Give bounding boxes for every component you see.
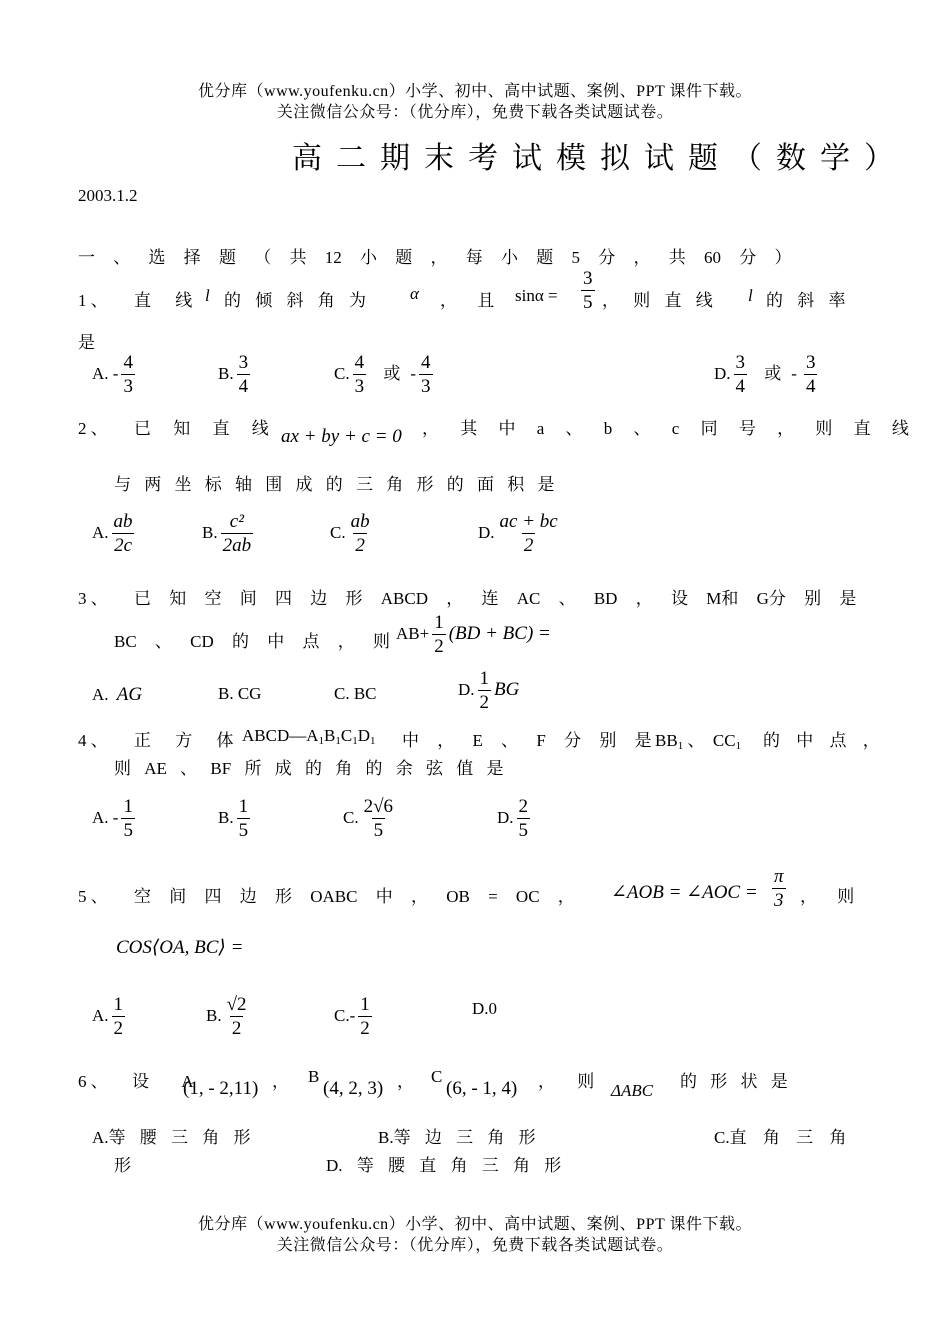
q5-number: 5 、 xyxy=(78,887,108,906)
q5-b-frac: $\frac{√2}{2}$ xyxy=(226,994,247,1039)
q1-alpha: α xyxy=(410,284,419,303)
q2-text-b: ， 其 中 a 、 b 、 c 同 号 ， 则 直 线 xyxy=(422,419,909,438)
q3-option-b: B. CG xyxy=(218,684,262,703)
q2-c-label: C. xyxy=(330,522,346,542)
q1-text-c: ， 且 xyxy=(440,291,495,310)
q3-option-a xyxy=(92,684,142,706)
q2-option-d xyxy=(478,511,563,557)
q1-a-label: A. - xyxy=(92,363,119,383)
q2-option-c xyxy=(330,511,375,557)
q4-points: $BB_1$ 、 $CC_1$ xyxy=(655,731,742,752)
section-heading: 一 、 选 择 题 （ 共 12 小 题 ， 每 小 题 5 分 ， 共 60 分 ） xyxy=(78,248,792,267)
q1-c-label: C. xyxy=(334,363,350,383)
q1-c-frac: $\frac{4}{3}$ xyxy=(354,352,365,397)
q2-a-frac: $\frac{ab}{2c}$ xyxy=(113,511,133,556)
q3-d-frac: $\frac{1}{2}$ xyxy=(479,668,490,713)
q1-d-frac: $\frac{3}{4}$ xyxy=(735,352,746,397)
q2-d-label: D. xyxy=(478,522,495,542)
q5-a-frac: $\frac{1}{2}$ xyxy=(113,994,124,1039)
q1-option-b xyxy=(218,352,253,398)
q2-a-label: A. xyxy=(92,522,109,542)
q6-option-d: D. 等 腰 直 角 三 角 形 xyxy=(326,1156,562,1175)
q4-c-label: C. xyxy=(343,807,359,827)
q6-sep-1: ， xyxy=(272,1072,289,1091)
q1-d-or: 或 xyxy=(764,363,782,383)
q6-option-b: B.等 边 三 角 形 xyxy=(378,1128,536,1147)
q5-option-a xyxy=(92,994,128,1040)
q6-number: 6 、 xyxy=(78,1072,108,1091)
q6-point-b: (4, 2, 3) xyxy=(323,1078,384,1099)
page-title: 高二期末考试模拟试题（数学） xyxy=(292,142,908,175)
q4-d-label: D. xyxy=(497,807,514,827)
q6-triangle: ΔABC xyxy=(611,1081,654,1100)
q4-option-a xyxy=(92,796,138,842)
q4-option-b xyxy=(218,796,253,842)
q5-c-neg: - xyxy=(349,1005,356,1025)
q6-point-c: (6, - 1, 4) xyxy=(446,1078,518,1099)
q4-d-frac: $\frac{2}{5}$ xyxy=(518,796,529,841)
q5-c-frac: $\frac{1}{2}$ xyxy=(360,994,370,1039)
q5-fraction: $\frac{\pi}{3}$ xyxy=(774,866,784,911)
q6-c-label: C xyxy=(431,1067,443,1086)
q1-c-or: 或 xyxy=(383,363,401,383)
q5-text-a: 空 间 四 边 形 OABC 中 ， OB = OC ， xyxy=(134,887,575,906)
q2-c-frac: $\frac{ab}{2}$ xyxy=(350,511,370,556)
q5-option-d: D.0 xyxy=(472,999,498,1018)
q3-expr-a: AB+ xyxy=(396,623,430,643)
q1-number: 1 、 xyxy=(78,291,108,310)
q5-a-label: A. xyxy=(92,1005,109,1025)
q3-a-label: A. xyxy=(92,685,109,704)
q4-text-b: 中 ， E 、 F 分 别 是 xyxy=(402,731,652,750)
q1-fraction xyxy=(581,268,595,314)
q4-option-d xyxy=(497,796,533,842)
q3-expr-b: (BD + BC) = xyxy=(448,622,551,644)
q6-point-a: (1, - 2,11) xyxy=(183,1078,259,1099)
q6-option-c-cont: 形 xyxy=(114,1156,131,1175)
q1-option-c xyxy=(334,352,436,398)
q1-frac-den: 5 xyxy=(583,291,593,313)
q3-text-a: 已 知 空 间 四 边 形 ABCD ， 连 AC 、 BD ， 设 M和 G分 别 是 xyxy=(134,589,857,608)
q4-c-frac: $\frac{2√6}{5}$ xyxy=(363,796,394,841)
q5-c-label: C. xyxy=(334,1005,350,1025)
q2-text-c: 与 两 坐 标 轴 围 成 的 三 角 形 的 面 积 是 xyxy=(114,475,555,494)
q1-option-a xyxy=(92,352,138,398)
q1-d-neg: - xyxy=(791,363,797,383)
exam-date: 2003.1.2 xyxy=(78,186,138,205)
q6-b-label: B xyxy=(308,1067,320,1086)
footer-line-2: 关注微信公众号：（优分库），免费下载各类试题试卷。 xyxy=(276,1237,674,1254)
q1-d-frac-2: $\frac{3}{4}$ xyxy=(805,352,816,397)
q1-b-label: B. xyxy=(218,363,234,383)
q4-text-d: 则 AE 、 BF 所 成 的 角 的 余 弦 值 是 xyxy=(114,759,504,778)
q4-a-frac: $\frac{1}{5}$ xyxy=(123,796,133,841)
q3-frac: $\frac{1}{2}$ xyxy=(434,612,444,657)
q4-b-frac: $\frac{1}{5}$ xyxy=(238,796,249,841)
q2-option-b xyxy=(202,511,256,557)
q4-cube-name: $ABCD—A_1B_1C_1D_1$ xyxy=(242,726,376,747)
q3-option-c: C. BC xyxy=(334,684,377,703)
q4-option-c xyxy=(343,796,398,842)
q5-option-c xyxy=(334,994,375,1040)
q3-expression xyxy=(396,612,551,658)
q1-d-label: D. xyxy=(714,363,731,383)
q1-text-f: 是 xyxy=(78,333,95,352)
q3-d-value: BG xyxy=(494,678,520,700)
q4-a-neg: - xyxy=(112,807,119,827)
q2-text-a: 已 知 直 线 xyxy=(134,419,278,438)
q3-text-b: BC 、 CD 的 中 点 ， 则 xyxy=(114,632,391,651)
q2-option-a xyxy=(92,511,138,557)
q6-text-c: 的 形 状 是 xyxy=(680,1072,788,1091)
q6-text-a: 设 A xyxy=(132,1072,208,1091)
q2-d-frac: $\frac{ac + bc}{2}$ xyxy=(499,511,558,556)
q1-text-a: 直 线 xyxy=(134,291,203,310)
q1-option-d xyxy=(714,352,820,398)
q5-cos-expression: COS⟨OA, BC⟩ = xyxy=(116,937,244,958)
q5-option-b xyxy=(206,994,252,1040)
q1-text-b: 的 倾 斜 角 为 xyxy=(224,291,366,310)
q5-angle: ∠AOB = ∠AOC = xyxy=(611,882,758,903)
q1-frac-num: 3 xyxy=(583,268,593,289)
q2-equation: ax + by + c = 0 xyxy=(281,426,402,447)
q1-c-neg: - xyxy=(410,363,417,383)
q6-option-c: C.直 角 三 角 xyxy=(714,1128,847,1147)
q3-number: 3 、 xyxy=(78,589,108,608)
q2-b-label: B. xyxy=(202,522,218,542)
q6-sep-2: ， xyxy=(397,1072,414,1091)
q4-b-label: B. xyxy=(218,807,234,827)
q1-c-frac-2: $\frac{4}{3}$ xyxy=(421,352,431,397)
q2-b-frac: $\frac{\text{c²}}{2ab}$ xyxy=(222,511,252,556)
q4-text-a: 正 方 体 xyxy=(134,731,244,750)
q5-b-label: B. xyxy=(206,1005,222,1025)
q1-text-e: 的 斜 率 xyxy=(766,291,846,310)
q1-line-l: l xyxy=(205,286,210,305)
q2-number: 2 、 xyxy=(78,419,108,438)
q4-number: 4 、 xyxy=(78,731,108,750)
q3-option-d xyxy=(458,668,519,714)
q1-sin: sinα = xyxy=(515,286,558,305)
q1-text-d: ， 则 直 线 xyxy=(602,291,713,310)
q4-text-c: 的 中 点 ， xyxy=(763,731,880,750)
q3-d-label: D. xyxy=(458,679,475,699)
q1-a-frac: $\frac{4}{3}$ xyxy=(123,352,133,397)
q6-option-a: A.等 腰 三 角 形 xyxy=(92,1128,251,1147)
q6-text-b: ， 则 xyxy=(538,1072,595,1091)
q3-a-value: AG xyxy=(116,684,143,705)
q1-b-frac: $\frac{3}{4}$ xyxy=(238,352,249,397)
header-line-2: 关注微信公众号：（优分库），免费下载各类试题试卷。 xyxy=(276,104,674,121)
q4-a-label: A. xyxy=(92,807,109,827)
footer-line-1: 优分库（www.youfenku.cn）小学、初中、高中试题、案例、PPT 课件下载。 xyxy=(198,1216,752,1233)
q1-line-l-2: l xyxy=(748,286,753,305)
q5-text-b: ， 则 xyxy=(800,887,855,906)
header-line-1: 优分库（www.youfenku.cn）小学、初中、高中试题、案例、PPT 课件下载。 xyxy=(198,83,752,100)
